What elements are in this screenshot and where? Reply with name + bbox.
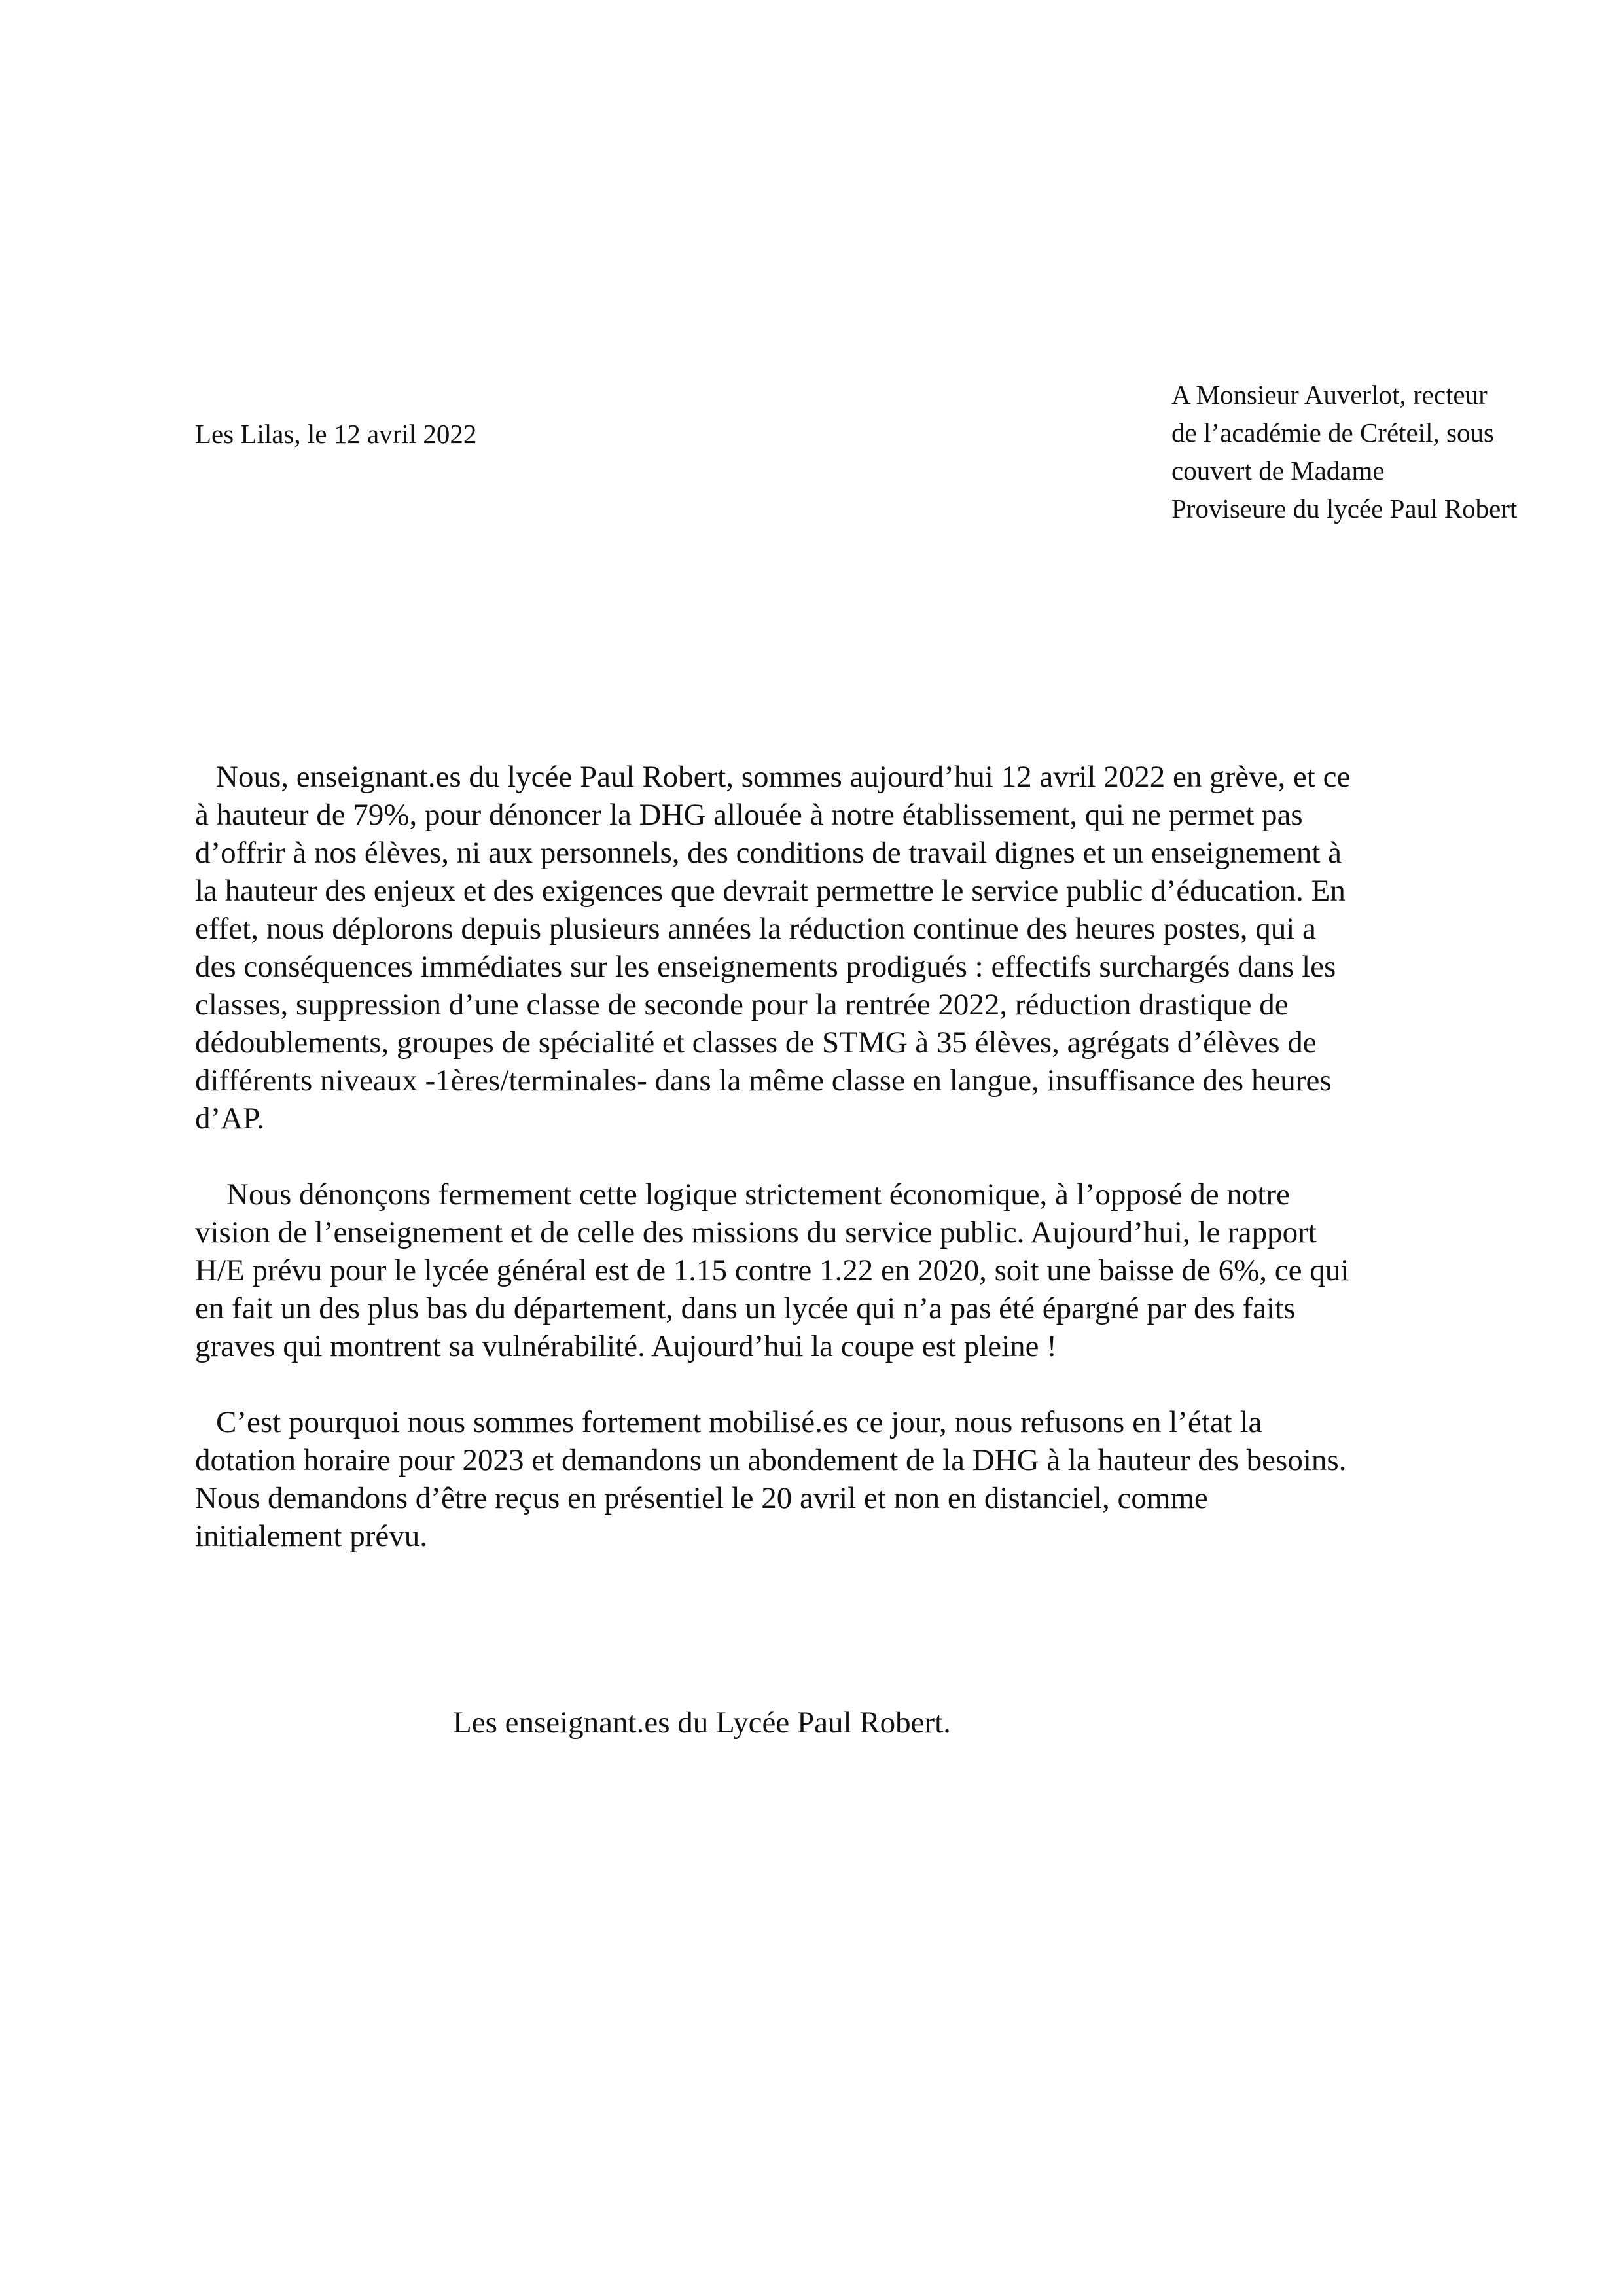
recipient-line: de l’académie de Créteil, sous xyxy=(1171,418,1494,448)
paragraph-denunciation xyxy=(195,1175,1425,1365)
paragraph-demands xyxy=(195,1403,1425,1555)
paragraph-line: C’est pourquoi nous sommes fortement mobilisé.es ce jour, nous refusons en l’état la xyxy=(216,1405,1262,1439)
paragraph-line: la hauteur des enjeux et des exigences que devrait permettre le service public d’éducation. En xyxy=(195,874,1346,908)
paragraph-line: d’offrir à nos élèves, ni aux personnels, des conditions de travail dignes et un enseignement à xyxy=(195,836,1342,870)
paragraph-line: Nous demandons d’être reçus en présentiel le 20 avril et non en distanciel, comme xyxy=(195,1481,1208,1515)
paragraph-grievance xyxy=(195,758,1425,1138)
paragraph-line: initialement prévu. xyxy=(195,1519,428,1553)
recipient-line: couvert de Madame xyxy=(1171,456,1385,486)
paragraph-line: des conséquences immédiates sur les enseignements prodigués : effectifs surchargés dans les xyxy=(195,950,1336,984)
signature-line: Les enseignant.es du Lycée Paul Robert. xyxy=(453,1706,951,1740)
paragraph-line: vision de l’enseignement et de celle des missions du service public. Aujourd’hui, le rapport xyxy=(195,1215,1317,1249)
paragraph-line: dédoublements, groupes de spécialité et classes de STMG à 35 élèves, agrégats d’élèves de xyxy=(195,1026,1317,1060)
paragraph-line: classes, suppression d’une classe de seconde pour la rentrée 2022, réduction drastique de xyxy=(195,988,1289,1022)
paragraph-line: Nous dénonçons fermement cette logique strictement économique, à l’opposé de notre xyxy=(226,1177,1290,1211)
letter-body xyxy=(195,758,1425,1555)
paragraph-line: Nous, enseignant.es du lycée Paul Robert, sommes aujourd’hui 12 avril 2022 en grève, et ce xyxy=(216,760,1351,794)
paragraph-line: différents niveaux -1ères/terminales- dans la même classe en langue, insuffisance des heures xyxy=(195,1064,1332,1098)
paragraph-line: à hauteur de 79%, pour dénoncer la DHG allouée à notre établissement, qui ne permet pas xyxy=(195,798,1303,832)
paragraph-line: en fait un des plus bas du département, dans un lycée qui n’a pas été épargné par des faits xyxy=(195,1291,1296,1325)
recipient-line: A Monsieur Auverlot, recteur xyxy=(1171,380,1488,410)
paragraph-line: dotation horaire pour 2023 et demandons un abondement de la DHG à la hauteur des besoins. xyxy=(195,1443,1347,1477)
place-and-date: Les Lilas, le 12 avril 2022 xyxy=(195,419,477,449)
recipient-block xyxy=(1171,376,1517,528)
paragraph-line: effet, nous déplorons depuis plusieurs années la réduction continue des heures postes, qui a xyxy=(195,912,1316,946)
recipient-line: Proviseure du lycée Paul Robert xyxy=(1171,493,1518,524)
paragraph-line: graves qui montrent sa vulnérabilité. Aujourd’hui la coupe est pleine ! xyxy=(195,1329,1057,1363)
paragraph-line: H/E prévu pour le lycée général est de 1.15 contre 1.22 en 2020, soit une baisse de 6%, ce qui xyxy=(195,1253,1349,1287)
paragraph-line: d’AP. xyxy=(195,1102,264,1136)
